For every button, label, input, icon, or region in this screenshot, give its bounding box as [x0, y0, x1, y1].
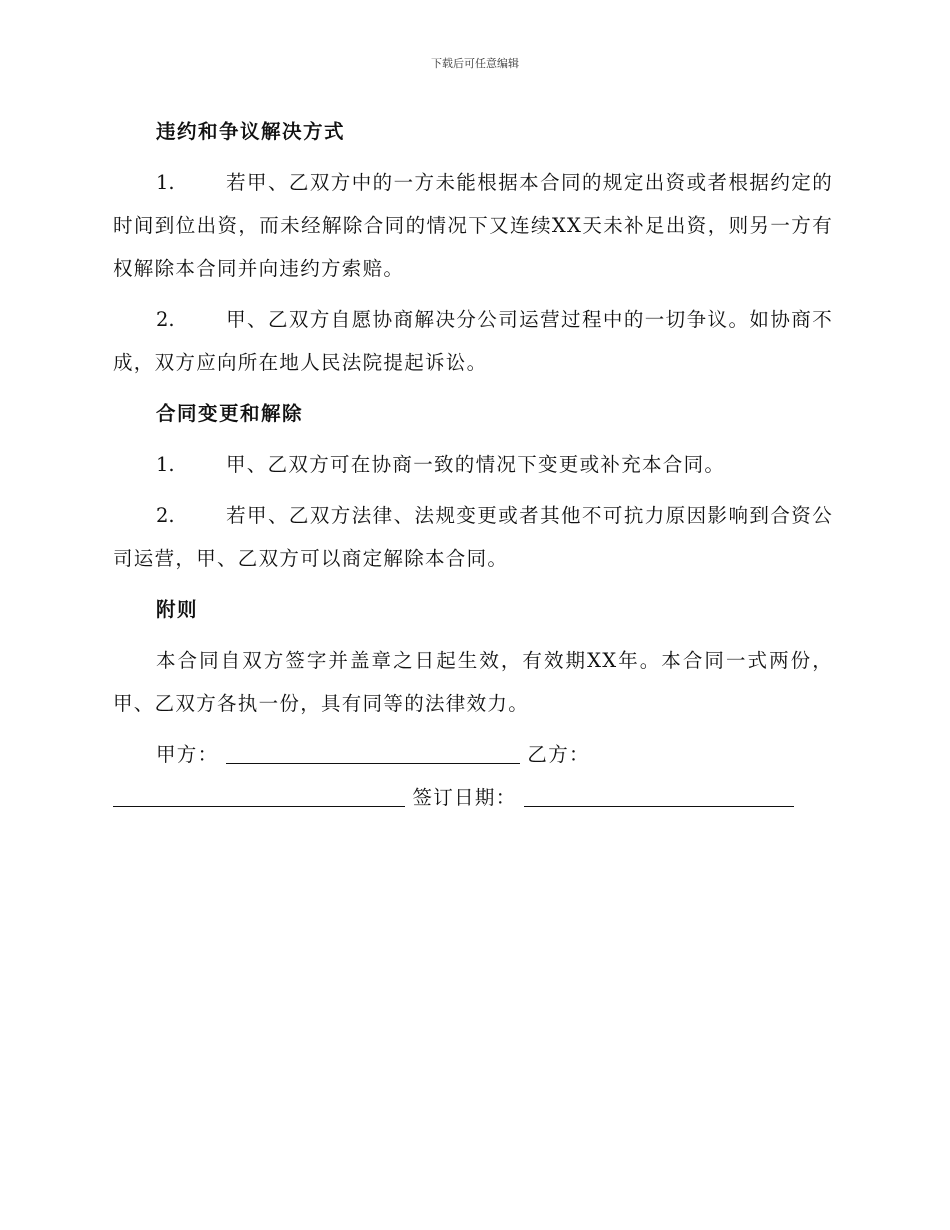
party-a-label: 甲方： — [156, 743, 219, 766]
section-heading-breach: 违约和争议解决方式 — [156, 120, 346, 143]
item-number: 1. — [156, 453, 175, 476]
party-a-signature-line[interactable] — [226, 741, 520, 764]
item-text: 甲、乙双方可在协商一致的情况下变更或补充本合同。 — [226, 453, 726, 476]
signature-row-date — [113, 776, 833, 819]
supplementary-paragraph: 本合同自双方签字并盖章之日起生效，有效期XX年。本合同一式两份，甲、乙双方各执一份，具有同等的法律效力。 — [113, 649, 833, 715]
section-heading-amendment: 合同变更和解除 — [156, 402, 304, 425]
date-signature-line[interactable] — [524, 784, 794, 807]
list-item — [113, 443, 833, 486]
item-text: 若甲、乙双方中的一方未能根据本合同的规定出资或者根据约定的时间到位出资，而未经解除合同的情况下又连续XX天未补足出资，则另一方有权解除本合同并向违约方索赔。 — [113, 171, 833, 280]
party-b-label: 乙方： — [527, 743, 590, 766]
signature-row-parties — [156, 733, 833, 776]
date-label: 签订日期： — [412, 786, 517, 809]
header-note: 下载后可任意编辑 — [431, 57, 519, 70]
item-text: 甲、乙双方自愿协商解决分公司运营过程中的一切争议。如协商不成，双方应向所在地人民法院提起诉讼。 — [113, 308, 833, 374]
party-b-signature-line[interactable] — [113, 784, 405, 807]
list-item — [113, 161, 833, 290]
section-heading-supplementary: 附则 — [156, 598, 199, 621]
item-number: 2. — [156, 308, 175, 331]
item-text: 若甲、乙双方法律、法规变更或者其他不可抗力原因影响到合资公司运营，甲、乙双方可以商定解除本合同。 — [113, 504, 833, 570]
item-number: 1. — [156, 171, 175, 194]
document-body — [113, 110, 833, 827]
list-item — [113, 494, 833, 580]
item-number: 2. — [156, 504, 175, 527]
list-item — [113, 298, 833, 384]
